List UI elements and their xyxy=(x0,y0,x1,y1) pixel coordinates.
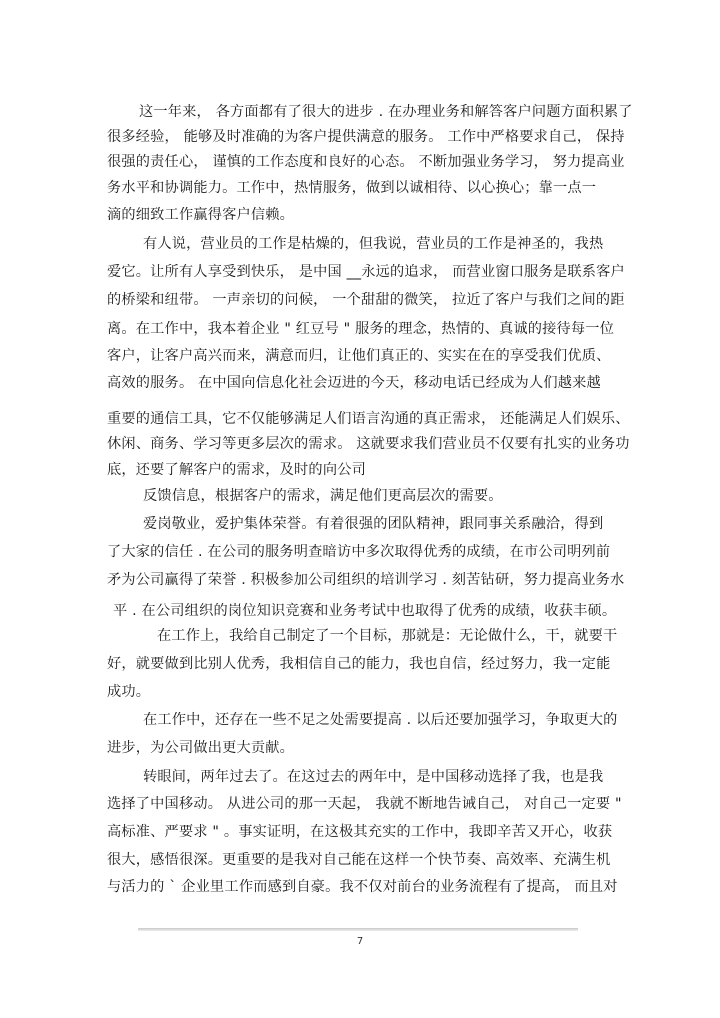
text-line-29: 与活力的 ` 企业里工作而感到自豪。我不仅对前台的业务流程有了提高， 而且对 xyxy=(107,879,618,895)
text-line-26: 选择了中国移动。 从进公司的那一天起， 我就不断地告诫自己， 对自己一定要 " xyxy=(107,796,622,812)
text-line-4: 务水平和协调能力。工作中，热情服务，做到以诚相待、以心换心；靠一点一 xyxy=(107,180,597,196)
page-number: 7 xyxy=(356,936,364,947)
text-line-24: 进步，为公司做出更大贡献。 xyxy=(107,740,295,756)
text-line-5: 滴的细致工作赢得客户信赖。 xyxy=(107,207,295,223)
text-line-20: 在工作上，我给自己制定了一个目标，那就是：无论做什么，干，就要干 xyxy=(157,628,618,644)
text-line-2: 很多经验， 能够及时准确的为客户提供满意的服务。 工作中严格要求自己， 保持 xyxy=(107,129,625,145)
text-line-21: 好，就要做到比别人优秀，我相信自己的能力，我也自信，经过努力，我一定能 xyxy=(107,656,611,672)
text-line-25: 转眼间，两年过去了。在这过去的两年中，是中国移动选择了我，也是我 xyxy=(143,769,604,785)
text-line-14: 底，还要了解客户的需求，及时的向公司 xyxy=(107,462,366,478)
text-line-22: 成功。 xyxy=(107,684,151,700)
text-line-18: 矛为公司赢得了荣誉 . 积极参加公司组织的培训学习 . 刻苦钻研，努力提高业务水 xyxy=(107,572,625,588)
text-line-1: 这一年来， 各方面都有了很大的进步 . 在办理业务和解答客户问题方面积累了 xyxy=(139,104,633,120)
footer-divider xyxy=(138,928,578,931)
text-line-3: 很强的责任心， 谨慎的工作态度和良好的心态。 不断加强业务学习， 努力提高业 xyxy=(107,154,625,170)
text-line-19: 平 . 在公司组织的岗位知识竞赛和业务考试中也取得了优秀的成绩，收获丰硕。 xyxy=(113,603,617,619)
text-line-13: 休闲、商务、学习等更多层次的需求。 这就要求我们营业员不仅要有扎实的业务功 xyxy=(107,436,630,452)
text-line-10: 客户，让客户高兴而来，满意而归，让他们真正的、实实在在的享受我们优质、 xyxy=(107,348,611,364)
text-line-6: 有人说，营业员的工作是枯燥的，但我说，营业员的工作是神圣的，我热 xyxy=(143,236,604,252)
text-line-9: 离。在工作中，我本着企业 " 红豆号 " 服务的理念，热情的、真诚的接待每一位 xyxy=(107,321,615,337)
text-line-28: 很大，感悟很深。更重要的是我对自己能在这样一个快节奏、高效率、充满生机 xyxy=(107,852,611,868)
text-line-23: 在工作中，还存在一些不足之处需要提高 . 以后还要加强学习，争取更大的 xyxy=(143,712,618,728)
text-line-7: 爱它。让所有人享受到快乐， 是中国 __永远的追求， 而营业窗口服务是联系客户 xyxy=(107,264,625,280)
text-line-12: 重要的通信工具，它不仅能够满足人们语言沟通的真正需求， 还能满足人们娱乐、 xyxy=(107,411,630,427)
text-line-17: 了大家的信任 . 在公司的服务明查暗访中多次取得优秀的成绩，在市公司明列前 xyxy=(107,544,611,560)
text-line-8: 的桥梁和纽带。 一声亲切的问候， 一个甜甜的微笑， 拉近了客户与我们之间的距 xyxy=(107,292,625,308)
text-line-27: 高标准、严要求 " 。事实证明，在这极其充实的工作中，我即辛苦又开心，收获 xyxy=(107,824,613,840)
text-line-11: 高效的服务。 在中国向信息化社会迈进的今天，移动电话已经成为人们越来越 xyxy=(107,375,601,391)
text-line-15: 反馈信息，根据客户的需求，满足他们更高层次的需要。 xyxy=(143,488,503,504)
text-line-16: 爱岗敬业，爱护集体荣誉。有着很强的团队精神，跟同事关系融洽，得到 xyxy=(143,516,604,532)
